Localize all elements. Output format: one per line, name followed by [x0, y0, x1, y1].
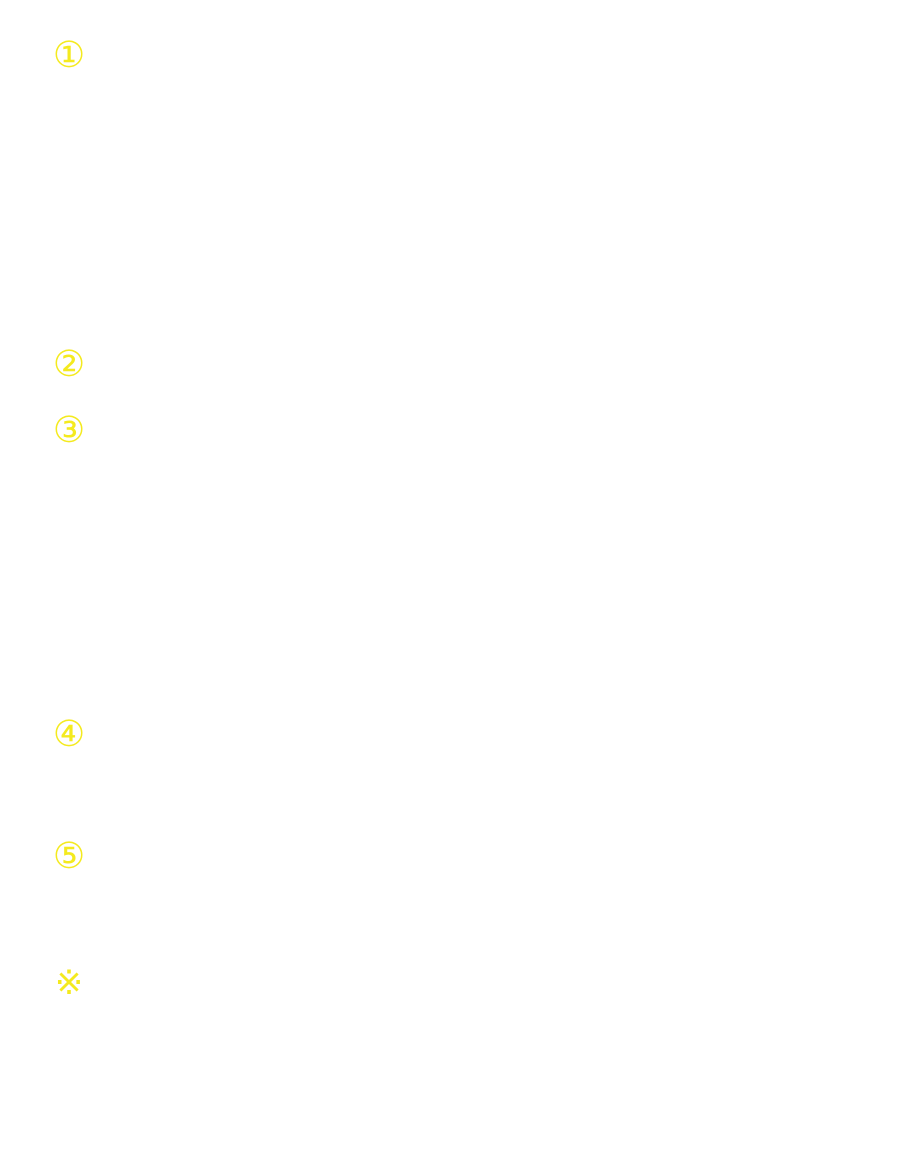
- number-marker-2: ②: [52, 344, 86, 385]
- reference-mark: ※: [54, 963, 84, 1003]
- number-marker-5: ⑤: [52, 836, 86, 877]
- number-marker-3: ③: [52, 410, 86, 451]
- number-marker-4: ④: [52, 714, 86, 755]
- number-marker-1: ①: [52, 35, 86, 76]
